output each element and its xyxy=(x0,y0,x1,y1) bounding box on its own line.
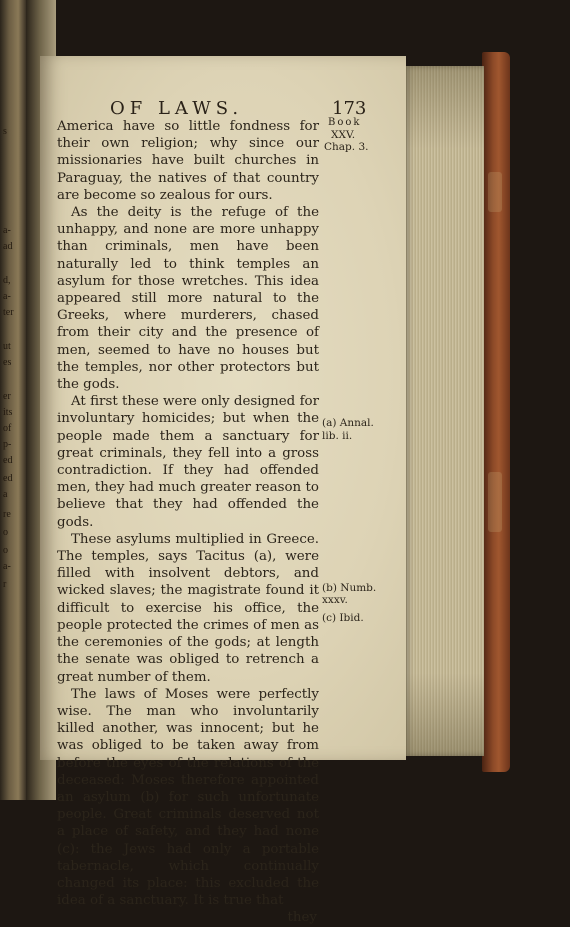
page-number: 173 xyxy=(332,98,367,119)
facing-page-fragment: ter xyxy=(3,307,14,318)
facing-page-fragment: s xyxy=(3,126,7,137)
paragraph: At first these were only designed for involuntary homicides; but when the people made them a sanctuary for great criminals, they fell into a gross contradiction. If they had offended men, they had much greater reason to believe that they had offended the gods. xyxy=(57,394,319,530)
leather-cover xyxy=(482,52,510,772)
facing-page-fragment: er xyxy=(3,391,11,402)
cover-wear xyxy=(488,172,502,212)
side-note-b: (b) Numb. xyxy=(322,582,377,594)
facing-page-fragment: o xyxy=(3,527,8,538)
catchword: they xyxy=(287,910,317,926)
facing-page-fragment: ed xyxy=(3,473,13,484)
facing-page-fragment: ad xyxy=(3,241,13,252)
facing-page-fragment: es xyxy=(3,357,12,368)
facing-page-fragment: ed xyxy=(3,455,13,466)
facing-page-fragment: r xyxy=(3,579,7,590)
facing-page-fragment: a- xyxy=(3,225,11,236)
facing-page-fragment: a- xyxy=(3,561,11,572)
margin-book-number: XXV. xyxy=(331,129,356,141)
facing-page-fragment: p- xyxy=(3,439,12,450)
margin-book-label: Book xyxy=(328,117,362,128)
cover-wear xyxy=(488,472,502,532)
margin-chapter: Chap. 3. xyxy=(324,141,369,153)
side-note-a-cont: lib. ii. xyxy=(322,430,353,442)
paragraph: America have so little fondness for their own religion; why since our missionaries have built churches in Paraguay, the natives of that country are become so zealous for ours. xyxy=(57,119,319,203)
paragraph: The laws of Moses were perfectly wise. The man who involuntarily killed another, was innocent; but he was obliged to be taken away from before the eyes of the relations of the deceased: Moses therefore appointed an asylum (b) for such unfortunate people. Great criminals deserved not a place of safety, and they had none (c): the Jews had only a portable tabernacle, which continually changed its place: this excluded the idea of a sanctuary. It is true that xyxy=(57,686,319,909)
side-note-c: (c) Ibid. xyxy=(322,612,364,624)
page-edges xyxy=(404,66,484,756)
facing-page-edge xyxy=(0,0,26,800)
paragraph: As the deity is the refuge of the unhappy, and none are more unhappy than criminals, men have been naturally led to think temples an asylum for those wretches. This idea appeared still more natural to the Greeks, where murderers, chased from their city and the presence of men, seemed to have no houses but the temples, nor other protectors but the gods. xyxy=(57,205,319,393)
side-note-b-cont: xxxv. xyxy=(322,594,348,606)
facing-page-fragment: re xyxy=(3,509,11,520)
running-head: OF LAWS. xyxy=(110,98,244,119)
side-note-a: (a) Annal. xyxy=(322,417,374,429)
facing-page-fragment: ut xyxy=(3,341,11,352)
facing-page-fragment: a xyxy=(3,489,8,500)
facing-page-fragment: its xyxy=(3,407,13,418)
body-text xyxy=(57,118,319,927)
facing-page-fragment: o xyxy=(3,545,8,556)
paragraph: These asylums multiplied in Greece. The temples, says Tacitus (a), were filled with insolvent debtors, and wicked slaves; the magistrate found it difficult to exercise his office, the people protected the crimes of men as the ceremonies of the gods; at length the senate was obliged to retrench a great number of them. xyxy=(57,531,319,685)
facing-page-fragment: of xyxy=(3,423,12,434)
facing-page-fragment: a- xyxy=(3,291,11,302)
facing-page-fragment: d, xyxy=(3,275,11,286)
